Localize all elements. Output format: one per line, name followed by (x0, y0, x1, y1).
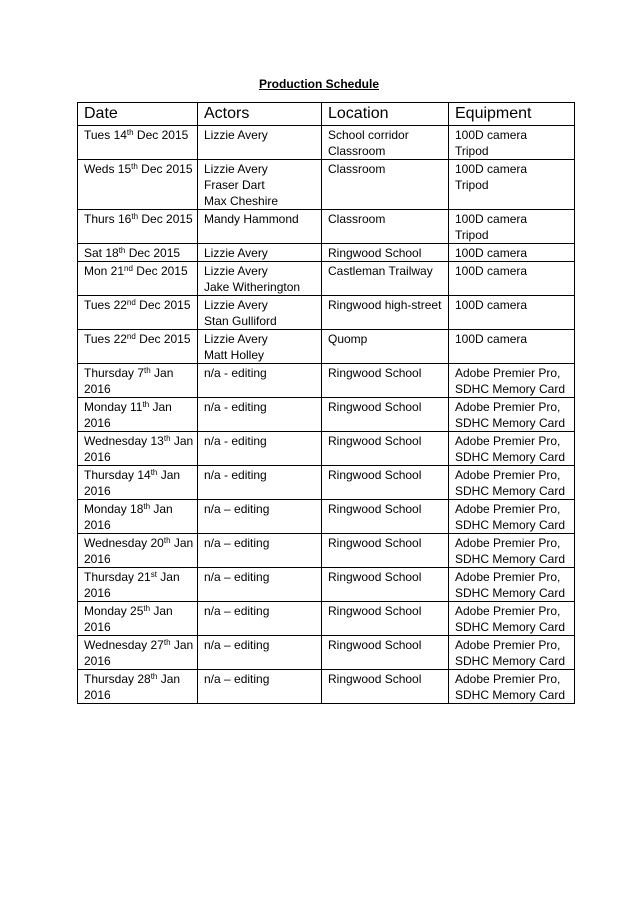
cell-equipment (449, 568, 575, 602)
date-text: Mon 21 (84, 264, 125, 278)
cell-location (322, 364, 449, 398)
cell-date (78, 466, 198, 500)
date-ordinal-suffix: th (131, 212, 139, 221)
date-ordinal-suffix: th (142, 400, 150, 409)
cell-equipment (449, 670, 575, 704)
cell-equipment (449, 466, 575, 500)
date-line (84, 687, 191, 703)
date-line (84, 433, 194, 449)
cell-location (322, 160, 449, 210)
actor-name: Lizzie Avery (204, 298, 268, 312)
table-row (78, 244, 575, 262)
column-header-equipment: Equipment (449, 103, 575, 126)
date-text: Tues 22 (84, 332, 127, 346)
actor-name: n/a - editing (204, 366, 267, 380)
location-line: Castleman Trailway (328, 264, 433, 278)
table-row (78, 568, 575, 602)
table-row (78, 364, 575, 398)
date-text: Monday 18 (84, 502, 144, 516)
cell-location (322, 568, 449, 602)
cell-actors (198, 364, 322, 398)
table-row (78, 534, 575, 568)
date-line (84, 399, 191, 415)
date-text: 2016 (84, 586, 111, 600)
cell-location (322, 432, 449, 466)
schedule-table (77, 102, 575, 704)
equipment-line: 100D camera (455, 332, 528, 346)
cell-actors (198, 244, 322, 262)
location-line: Ringwood School (328, 246, 422, 260)
date-line (84, 637, 194, 653)
actor-name: Lizzie Avery (204, 264, 268, 278)
cell-actors (198, 466, 322, 500)
date-text: Jan (150, 604, 173, 618)
date-ordinal-suffix: th (150, 468, 158, 477)
date-text: Jan (150, 366, 174, 380)
equipment-line: Tripod (455, 144, 489, 158)
equipment-line: Adobe Premier Pro, (455, 434, 561, 448)
equipment-line: 100D camera (455, 264, 528, 278)
table-row (78, 126, 575, 160)
equipment-line: Adobe Premier Pro, (455, 400, 561, 414)
date-ordinal-suffix: th (163, 434, 171, 443)
cell-date (78, 398, 198, 432)
cell-actors (198, 210, 322, 244)
actor-name: Max Cheshire (204, 194, 279, 208)
date-text: Dec 2015 (137, 162, 193, 176)
cell-date (78, 262, 198, 296)
table-row (78, 330, 575, 364)
table-row (78, 296, 575, 330)
date-text: Jan (157, 672, 181, 686)
schedule-body (78, 126, 575, 704)
table-row (78, 500, 575, 534)
equipment-line: 100D camera (455, 246, 528, 260)
date-line (84, 297, 191, 313)
cell-location (322, 670, 449, 704)
equipment-line: 100D camera (455, 162, 528, 176)
cell-location (322, 466, 449, 500)
date-text: 2016 (84, 450, 111, 464)
cell-date (78, 160, 198, 210)
date-text: Jan (170, 638, 194, 652)
date-line (84, 483, 191, 499)
cell-actors (198, 568, 322, 602)
date-text: Dec 2015 (135, 332, 191, 346)
date-line (84, 517, 191, 533)
date-ordinal-suffix: st (150, 570, 157, 579)
cell-location (322, 126, 449, 160)
actor-name: n/a – editing (204, 536, 270, 550)
date-ordinal-suffix: th (144, 366, 151, 375)
date-ordinal-suffix: th (150, 672, 158, 681)
actor-name: Lizzie Avery (204, 162, 268, 176)
date-text: Thursday 7 (84, 366, 145, 380)
location-line: Ringwood high-street (328, 298, 442, 312)
table-header-row (78, 103, 575, 126)
table-row (78, 262, 575, 296)
cell-equipment (449, 210, 575, 244)
cell-actors (198, 296, 322, 330)
date-ordinal-suffix: th (143, 502, 151, 511)
equipment-line: SDHC Memory Card (455, 382, 566, 396)
cell-equipment (449, 602, 575, 636)
cell-date (78, 602, 198, 636)
table-row (78, 636, 575, 670)
equipment-line: SDHC Memory Card (455, 620, 566, 634)
date-text: Thursday 21 (84, 570, 151, 584)
location-line: Ringwood School (328, 468, 422, 482)
cell-equipment (449, 296, 575, 330)
actor-name: n/a – editing (204, 570, 270, 584)
date-line (84, 365, 191, 381)
cell-date (78, 534, 198, 568)
date-line (84, 381, 191, 397)
equipment-line: Adobe Premier Pro, (455, 536, 561, 550)
table-row (78, 398, 575, 432)
equipment-line: Tripod (455, 178, 489, 192)
cell-date (78, 364, 198, 398)
equipment-line: SDHC Memory Card (455, 518, 566, 532)
date-text: Dec 2015 (135, 298, 191, 312)
date-text: Dec 2015 (132, 264, 188, 278)
date-line (84, 467, 191, 483)
date-text: Wednesday 20 (84, 536, 164, 550)
date-line (84, 245, 191, 261)
equipment-line: SDHC Memory Card (455, 484, 566, 498)
cell-actors (198, 636, 322, 670)
cell-equipment (449, 330, 575, 364)
date-line (84, 551, 191, 567)
actor-name: Stan Gulliford (204, 314, 277, 328)
date-line (84, 569, 191, 585)
cell-date (78, 432, 198, 466)
location-line: Ringwood School (328, 638, 422, 652)
cell-equipment (449, 432, 575, 466)
actor-name: n/a - editing (204, 400, 267, 414)
cell-date (78, 670, 198, 704)
column-header-location: Location (322, 103, 449, 126)
page-title: Production Schedule (258, 77, 379, 91)
cell-equipment (449, 500, 575, 534)
cell-equipment (449, 262, 575, 296)
actor-name: Matt Holley (204, 348, 265, 362)
cell-location (322, 602, 449, 636)
cell-actors (198, 398, 322, 432)
cell-actors (198, 602, 322, 636)
actor-name: n/a – editing (204, 502, 270, 516)
location-line: School corridor (328, 128, 409, 142)
cell-actors (198, 262, 322, 296)
date-text: Jan (170, 434, 194, 448)
cell-equipment (449, 364, 575, 398)
equipment-line: Adobe Premier Pro, (455, 468, 561, 482)
cell-actors (198, 534, 322, 568)
actor-name: n/a - editing (204, 434, 267, 448)
location-line: Ringwood School (328, 672, 422, 686)
date-ordinal-suffix: th (118, 246, 126, 255)
date-text: Monday 11 (84, 400, 143, 414)
cell-location (322, 244, 449, 262)
actor-name: Lizzie Avery (204, 332, 268, 346)
equipment-line: SDHC Memory Card (455, 688, 566, 702)
date-line (84, 619, 191, 635)
location-line: Classroom (328, 144, 386, 158)
date-line (84, 161, 191, 177)
cell-date (78, 330, 198, 364)
date-text: 2016 (84, 416, 111, 430)
cell-location (322, 636, 449, 670)
cell-actors (198, 670, 322, 704)
cell-location (322, 500, 449, 534)
date-text: 2016 (84, 552, 111, 566)
date-text: 2016 (84, 654, 111, 668)
cell-date (78, 296, 198, 330)
table-row (78, 160, 575, 210)
date-line (84, 603, 191, 619)
actor-name: n/a – editing (204, 672, 270, 686)
date-ordinal-suffix: th (163, 536, 171, 545)
date-ordinal-suffix: th (126, 128, 134, 137)
equipment-line: Adobe Premier Pro, (455, 672, 561, 686)
date-text: Tues 14 (84, 128, 127, 142)
equipment-line: Adobe Premier Pro, (455, 570, 561, 584)
location-line: Quomp (328, 332, 368, 346)
cell-location (322, 398, 449, 432)
actor-name: Jake Witherington (204, 280, 301, 294)
date-text: Jan (157, 468, 181, 482)
actor-name: Lizzie Avery (204, 128, 268, 142)
equipment-line: SDHC Memory Card (455, 552, 566, 566)
table-row (78, 210, 575, 244)
location-line: Ringwood School (328, 536, 422, 550)
equipment-line: SDHC Memory Card (455, 450, 566, 464)
actor-name: n/a – editing (204, 604, 270, 618)
location-line: Ringwood School (328, 570, 422, 584)
date-text: Jan (156, 570, 180, 584)
date-line (84, 211, 191, 227)
date-text: 2016 (84, 382, 111, 396)
column-header-actors: Actors (198, 103, 322, 126)
date-text: Thursday 14 (84, 468, 151, 482)
table-row (78, 432, 575, 466)
equipment-line: 100D camera (455, 128, 528, 142)
cell-location (322, 262, 449, 296)
cell-equipment (449, 534, 575, 568)
cell-location (322, 534, 449, 568)
equipment-line: 100D camera (455, 298, 528, 312)
equipment-line: Adobe Premier Pro, (455, 604, 561, 618)
cell-equipment (449, 160, 575, 210)
date-text: Sat 18 (84, 246, 119, 260)
date-text: Dec 2015 (133, 128, 189, 142)
cell-equipment (449, 244, 575, 262)
table-row (78, 670, 575, 704)
date-ordinal-suffix: th (131, 162, 138, 171)
cell-actors (198, 126, 322, 160)
date-line (84, 535, 194, 551)
location-line: Ringwood School (328, 434, 422, 448)
cell-equipment (449, 126, 575, 160)
equipment-line: Tripod (455, 228, 489, 242)
date-line (84, 263, 191, 279)
location-line: Classroom (328, 212, 386, 226)
cell-date (78, 568, 198, 602)
equipment-line: Adobe Premier Pro, (455, 366, 561, 380)
equipment-line: 100D camera (455, 212, 528, 226)
date-ordinal-suffix: nd (124, 264, 133, 273)
equipment-line: Adobe Premier Pro, (455, 502, 561, 516)
date-text: 2016 (84, 620, 111, 634)
actor-name: n/a - editing (204, 468, 267, 482)
date-text: Thurs 16 (84, 212, 132, 226)
table-row (78, 602, 575, 636)
date-line (84, 449, 191, 465)
location-line: Ringwood School (328, 366, 422, 380)
actor-name: Lizzie Avery (204, 246, 268, 260)
cell-date (78, 126, 198, 160)
cell-actors (198, 160, 322, 210)
date-line (84, 585, 191, 601)
date-text: 2016 (84, 518, 111, 532)
cell-date (78, 244, 198, 262)
date-ordinal-suffix: th (143, 604, 151, 613)
cell-date (78, 500, 198, 534)
equipment-line: SDHC Memory Card (455, 416, 566, 430)
date-text: Monday 25 (84, 604, 144, 618)
location-line: Ringwood School (328, 502, 422, 516)
date-text: Jan (150, 502, 173, 516)
cell-location (322, 210, 449, 244)
date-text: Dec 2015 (125, 246, 181, 260)
date-ordinal-suffix: nd (126, 298, 136, 307)
date-text: 2016 (84, 484, 111, 498)
cell-actors (198, 330, 322, 364)
date-text: Weds 15 (84, 162, 132, 176)
date-ordinal-suffix: nd (126, 332, 136, 341)
date-line (84, 127, 191, 143)
date-text: Dec 2015 (138, 212, 193, 226)
date-line (84, 415, 191, 431)
date-text: Jan (170, 536, 194, 550)
cell-location (322, 330, 449, 364)
equipment-line: Adobe Premier Pro, (455, 638, 561, 652)
equipment-line: SDHC Memory Card (455, 654, 566, 668)
cell-date (78, 210, 198, 244)
cell-equipment (449, 636, 575, 670)
actor-name: Fraser Dart (204, 178, 265, 192)
date-text: Tues 22 (84, 298, 127, 312)
date-text: Wednesday 13 (84, 434, 164, 448)
date-line (84, 671, 191, 687)
date-line (84, 653, 191, 669)
date-text: Thursday 28 (84, 672, 151, 686)
location-line: Ringwood School (328, 400, 422, 414)
date-text: 2016 (84, 688, 111, 702)
date-text: Wednesday 27 (84, 638, 164, 652)
date-line (84, 501, 191, 517)
cell-actors (198, 432, 322, 466)
table-row (78, 466, 575, 500)
column-header-date: Date (78, 103, 198, 126)
cell-date (78, 636, 198, 670)
cell-actors (198, 500, 322, 534)
equipment-line: SDHC Memory Card (455, 586, 566, 600)
actor-name: Mandy Hammond (204, 212, 299, 226)
date-text: Jan (149, 400, 172, 414)
cell-equipment (449, 398, 575, 432)
cell-location (322, 296, 449, 330)
location-line: Ringwood School (328, 604, 422, 618)
date-ordinal-suffix: th (163, 638, 171, 647)
actor-name: n/a – editing (204, 638, 270, 652)
date-line (84, 331, 191, 347)
location-line: Classroom (328, 162, 386, 176)
